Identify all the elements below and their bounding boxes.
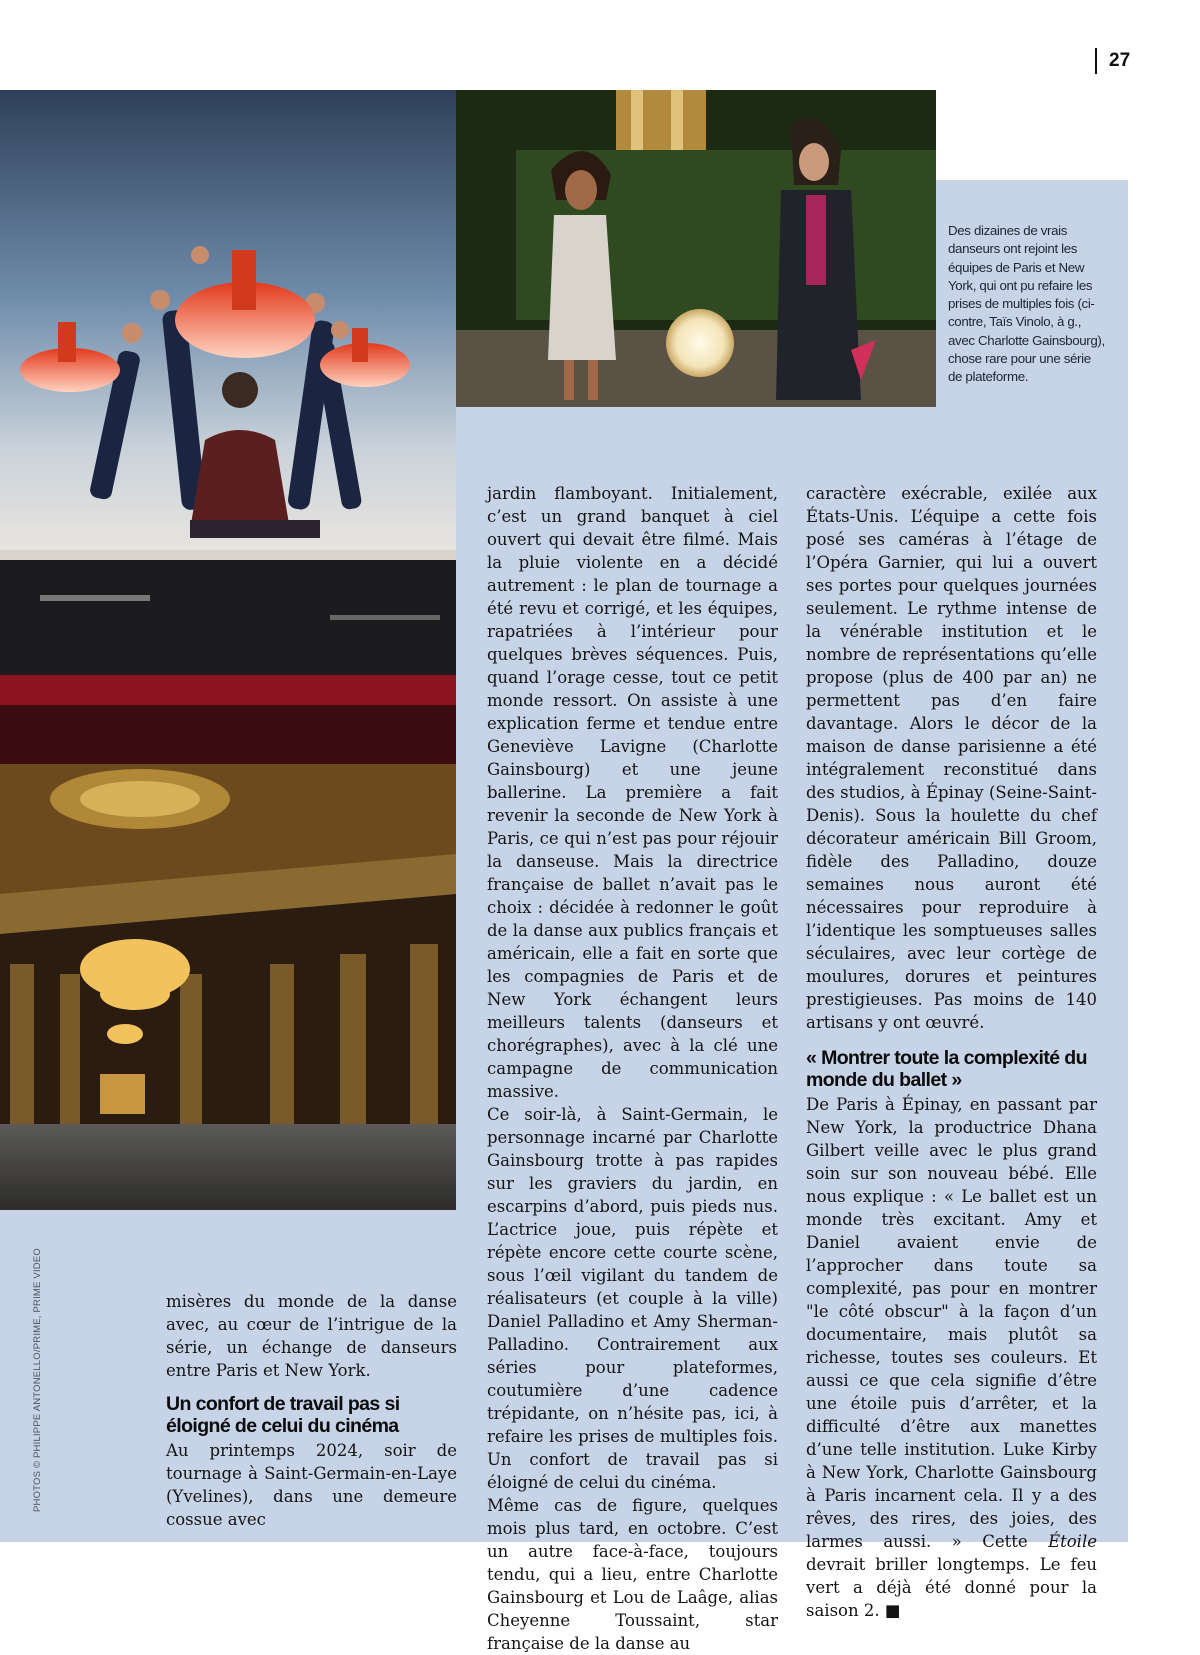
paragraph-text: De Paris à Épinay, en passant par New York, la productrice Dhana Gilbert veille avec le plus grand soin sur son nouveau bébé. Elle nous explique : « Le ballet est un monde très excitant. Amy et Daniel avaient envie de l’approcher dans toute sa complexité, pas pour en montrer "le côté obscur" à la façon d’un documentaire, mais plutôt sa richesse, toutes ses couleurs. Et aussi ce que cela signifie d’être une étoile puis d’arrêter, et la difficulté d’être aux manettes d’une telle institution. Luke Kirby à New York, Charlotte Gainsbourg à Paris incarnent cela. Il y a des rêves, des rires, des joies, des larmes aussi. » Cette [806, 1095, 1097, 1551]
page-number: 27 [1095, 48, 1130, 74]
series-title: Étoile [1048, 1532, 1097, 1551]
section-heading: « Montrer toute la complexité du monde du ballet » [806, 1047, 1087, 1091]
article-column-1 [166, 1290, 457, 1531]
section-heading: Un confort de travail pas si éloigné de celui du cinéma [166, 1393, 400, 1437]
paragraph: misères du monde de la danse avec, au cœur de l’intrigue de la série, un échange de danseurs entre Paris et New York. [166, 1292, 457, 1380]
article-column-3 [806, 482, 1097, 1622]
article-column-2 [487, 482, 778, 1655]
ballet-dancers-photo [0, 90, 456, 764]
photo-credit: PHOTOS © PHILIPPE ANTONELLO/PRIME, PRIME VIDEO [32, 1248, 43, 1512]
paragraph: Ce soir-là, à Saint-Germain, le personnage incarné par Charlotte Gainsbourg trotte à pas rapides sur les graviers du jardin, en escarpins d’abord, puis pieds nus. L’actrice joue, puis répète et répète encore cette courte scène, sous l’œil vigilant du tandem de réalisateurs (et couple à la ville) Daniel Palladino et Amy Sherman-Palladino. Contrairement aux séries pour plateformes, coutumière d’une cadence trépidante, on n’hésite pas, ici, à refaire les prises de multiples fois. Un confort de travail pas si éloigné de celui du cinéma. [487, 1105, 778, 1492]
garden-scene-photo [456, 90, 936, 407]
paragraph: caractère exécrable, exilée aux États-Unis. L’équipe a cette fois posé ses caméras à l’étage de l’Opéra Garnier, qui lui a ouvert ses portes pour quelques journées seulement. Le rythme intense de la vénérable institution et le nombre de représentations qu’elle propose (plus de 400 par an) ne permettent pas d’en faire davantage. Alors le décor de la maison de danse parisienne a été intégralement reconstitué dans des studios, à Épinay (Seine-Saint-Denis). Sous la houlette du chef décorateur américain Bill Groom, fidèle des Palladino, douze semaines nous auront été nécessaires pour reproduire à l’identique les somptueuses salles séculaires, avec leur cortège de moulures, dorures et peintures prestigieuses. Pas moins de 140 artisans y ont œuvré. [806, 484, 1097, 1032]
paragraph: jardin flamboyant. Initialement, c’est un grand banquet à ciel ouvert qui devait être filmé. Mais la pluie violente en a décidé autrement : le plan de tournage a été revu et corrigé, et les équipes, rapatriées à l’intérieur pour quelques brèves séquences. Puis, quand l’orage cesse, tout ce petit monde ressort. On assiste à une explication ferme et tendue entre Geneviève Lavigne (Charlotte Gainsbourg) et une jeune ballerine. La première a fait revenir la seconde de New York à Paris, ce qui n’est pas pour réjouir la danseuse. Mais la directrice française de ballet n’avait pas le choix : décidée à redonner le goût de la danse aux publics français et américain, elle a fait en sorte que les compagnies de Paris et de New York échangent leurs meilleurs talents (danseurs et chorégraphes), avec à la clé une campagne de communication massive. [487, 484, 778, 1101]
end-mark: ■ [884, 1601, 901, 1620]
paragraph [806, 1093, 1097, 1622]
paragraph-text: devrait briller longtemps. Le feu vert a déjà été donné pour la saison 2. [806, 1555, 1097, 1620]
paragraph: Même cas de figure, quelques mois plus tard, en octobre. C’est un autre face-à-face, toujours tendu, qui a lieu, entre Charlotte Gainsbourg et Lou de Laâge, alias Cheyenne Toussaint, star française de la danse au [487, 1496, 778, 1653]
paragraph: Au printemps 2024, soir de tournage à Saint-Germain-en-Laye (Yvelines), dans une demeure cossue avec [166, 1441, 457, 1529]
opera-hall-photo [0, 764, 456, 1210]
photo-caption: Des dizaines de vrais danseurs ont rejoint les équipes de Paris et New York, qui ont pu refaire les prises de multiples fois (ci-contre, Taïs Vinolo, à g., avec Charlotte Gainsbourg), chose rare pour une série de plateforme. [948, 223, 1105, 385]
